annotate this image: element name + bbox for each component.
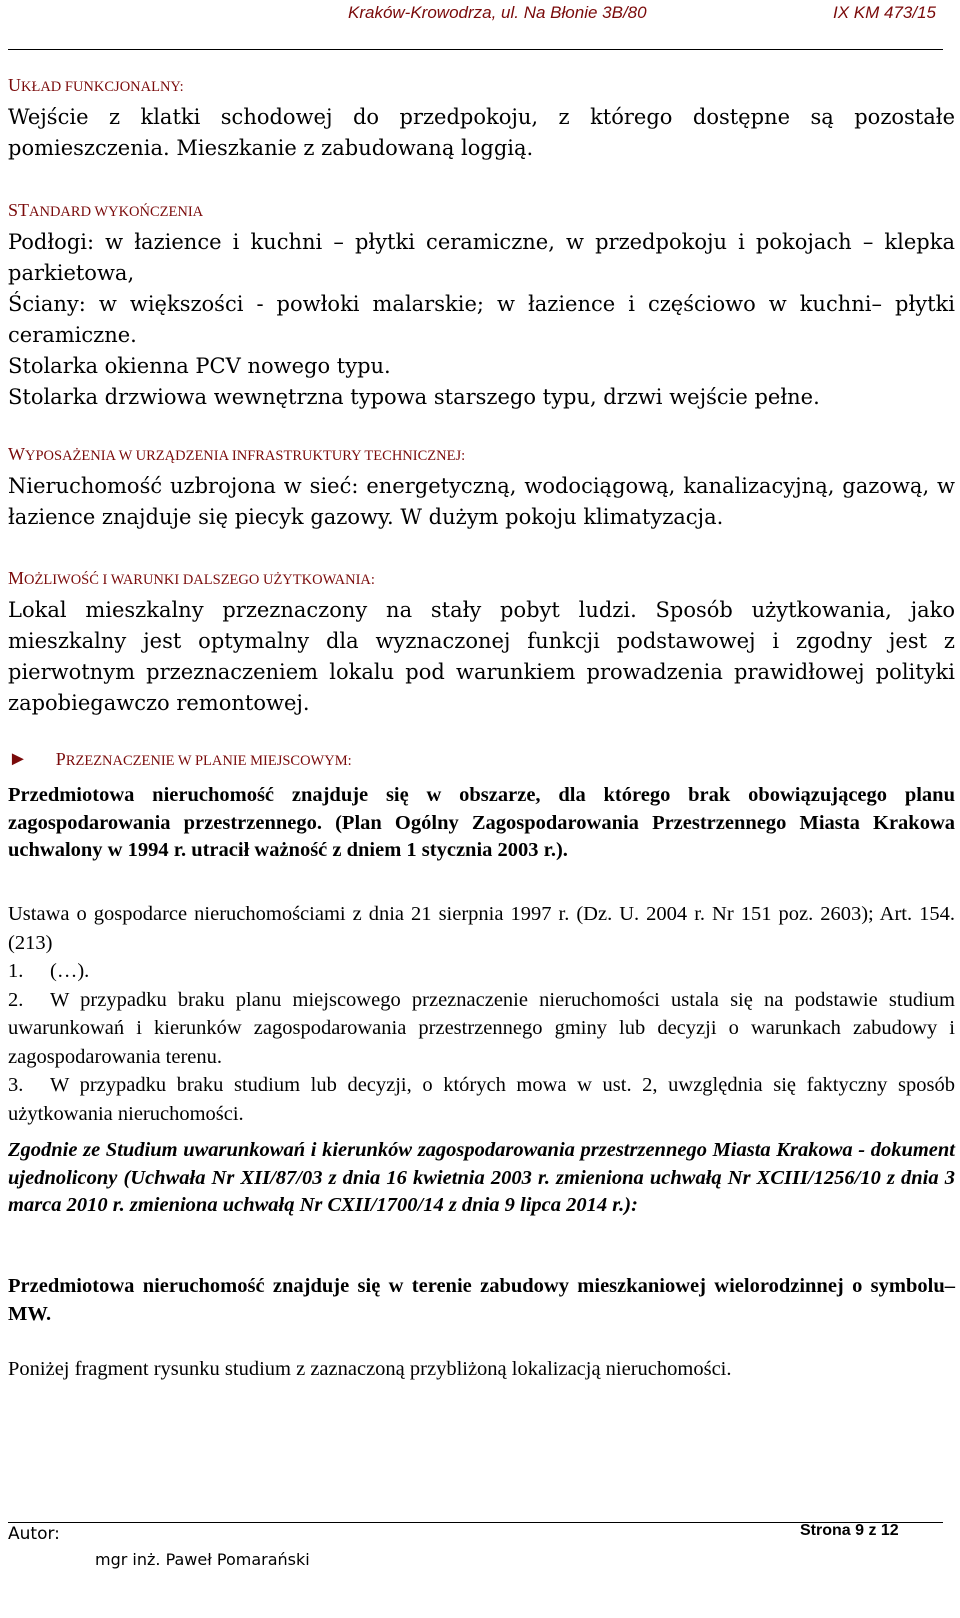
heading-mozliwosc: MOŻLIWOŚĆ I WARUNKI DALSZEGO UŻYTKOWANIA: (8, 568, 375, 588)
standard-floors: Podłogi: w łazience i kuchni – płytki ceramiczne, w przedpokoju i pokojach – klepka parkietowa, (8, 230, 955, 285)
header-divider (8, 49, 943, 50)
fragment-block (8, 1355, 955, 1384)
wyposazenie-text: Nieruchomość uzbrojona w sieć: energetyczną, wodociągową, kanalizacyjną, gazową, w łazience znajduje się piecyk gazowy. W dużym pokoju klimatyzacja. (8, 474, 955, 529)
section-wyposazenie (8, 439, 955, 533)
heading-standard: STANDARD WYKOŃCZENIA (8, 200, 204, 220)
section-mozliwosc (8, 563, 955, 719)
section-uklad (8, 70, 955, 164)
footer-author-name: mgr inż. Paweł Pomarański (95, 1550, 310, 1569)
list-item-1: 1. (…). (8, 960, 90, 982)
studium-text: Zgodnie ze Studium uwarunkowań i kierunków zagospodarowania przestrzennego Miasta Krakowa - dokument ujednolicony (Uchwała Nr XII/87/03 z dnia 16 kwietnia 2003 r. zmieniona uchwałą Nr XCIII/1256/10 z dnia 3 marca 2010 r. zmieniona uchwałą Nr CXII/1700/14 z dnia 9 lipca 2014 r.): (8, 1139, 955, 1216)
header-case-ref: IX KM 473/15 (833, 3, 937, 22)
standard-walls: Ściany: w większości - powłoki malarskie; w łazience i częściowo w kuchni– płytki ceramiczne. (8, 292, 955, 347)
header-address: Kraków-Krowodrza, ul. Na Błonie 3B/80 (348, 3, 647, 22)
heading-wyposazenie: WYPOSAŻENIA W URZĄDZENIA INFRASTRUKTURY TECHNICZNEJ: (8, 444, 466, 464)
footer-page-number: Strona 9 z 12 (800, 1522, 899, 1539)
ustawa-text: Ustawa o gospodarce nieruchomościami z dnia 21 sierpnia 1997 r. (Dz. U. 2004 r. Nr 151 poz. 2603); Art. 154. (213) (8, 903, 955, 954)
heading-przeznaczenie: ► PRZEZNACZENIE W PLANIE MIEJSCOWYM: (8, 748, 352, 770)
section-przeznaczenie (8, 744, 955, 776)
mw-text: Przedmiotowa nieruchomość znajduje się w terenie zabudowy mieszkaniowej wielorodzinnej o symbolu– MW. (8, 1275, 955, 1325)
standard-windows: Stolarka okienna PCV nowego typu. (8, 354, 391, 378)
page-header (0, 0, 960, 30)
footer-author-label: Autor: (8, 1524, 60, 1544)
list-item-3: 3. W przypadku braku studium lub decyzji, o których mowa w ust. 2, uwzględnia się faktyczny sposób użytkowania nieruchomości. (8, 1074, 955, 1125)
fragment-text: Poniżej fragment rysunku studium z zaznaczoną przybliżoną lokalizacją nieruchomości. (8, 1358, 732, 1380)
uklad-text: Wejście z klatki schodowej do przedpokoju, z którego dostępne są pozostałe pomieszczenia. Mieszkanie z zabudowaną loggią. (8, 105, 955, 160)
list-item-2: 2. W przypadku braku planu miejscowego przeznaczenie nieruchomości ustala się na podstawie studium uwarunkowań i kierunków zagospodarowania przestrzennego gminy lub decyzji o warunkach zabudowy i zagospodarowania terenu. (8, 988, 955, 1068)
mw-block (8, 1273, 955, 1328)
plan-status-text: Przedmiotowa nieruchomość znajduje się w obszarze, dla którego brak obowiązującego planu zagospodarowania przestrzennego. (Plan Ogólny Zagospodarowania Przestrzennego Miasta Krakowa uchwalony w 1994 r. utracił ważność z dniem 1 stycznia 2003 r.). (8, 784, 955, 861)
heading-uklad: UKŁAD FUNKCJONALNY: (8, 75, 184, 95)
arrow-icon: ► (8, 748, 28, 770)
standard-doors: Stolarka drzwiowa wewnętrzna typowa starszego typu, drzwi wejście pełne. (8, 385, 820, 409)
studium-block (8, 1137, 955, 1220)
mozliwosc-text: Lokal mieszkalny przeznaczony na stały pobyt ludzi. Sposób użytkowania, jako mieszkalny jest optymalny dla wyznaczonej funkcji podstawowej i zgodny jest z pierwotnym przeznaczeniem lokalu pod warunkiem prowadzenia prawidłowej polityki zapobiegawczo remontowej. (8, 598, 955, 715)
plan-status (8, 782, 955, 865)
section-standard (8, 195, 955, 413)
ustawa-block (8, 900, 955, 1128)
